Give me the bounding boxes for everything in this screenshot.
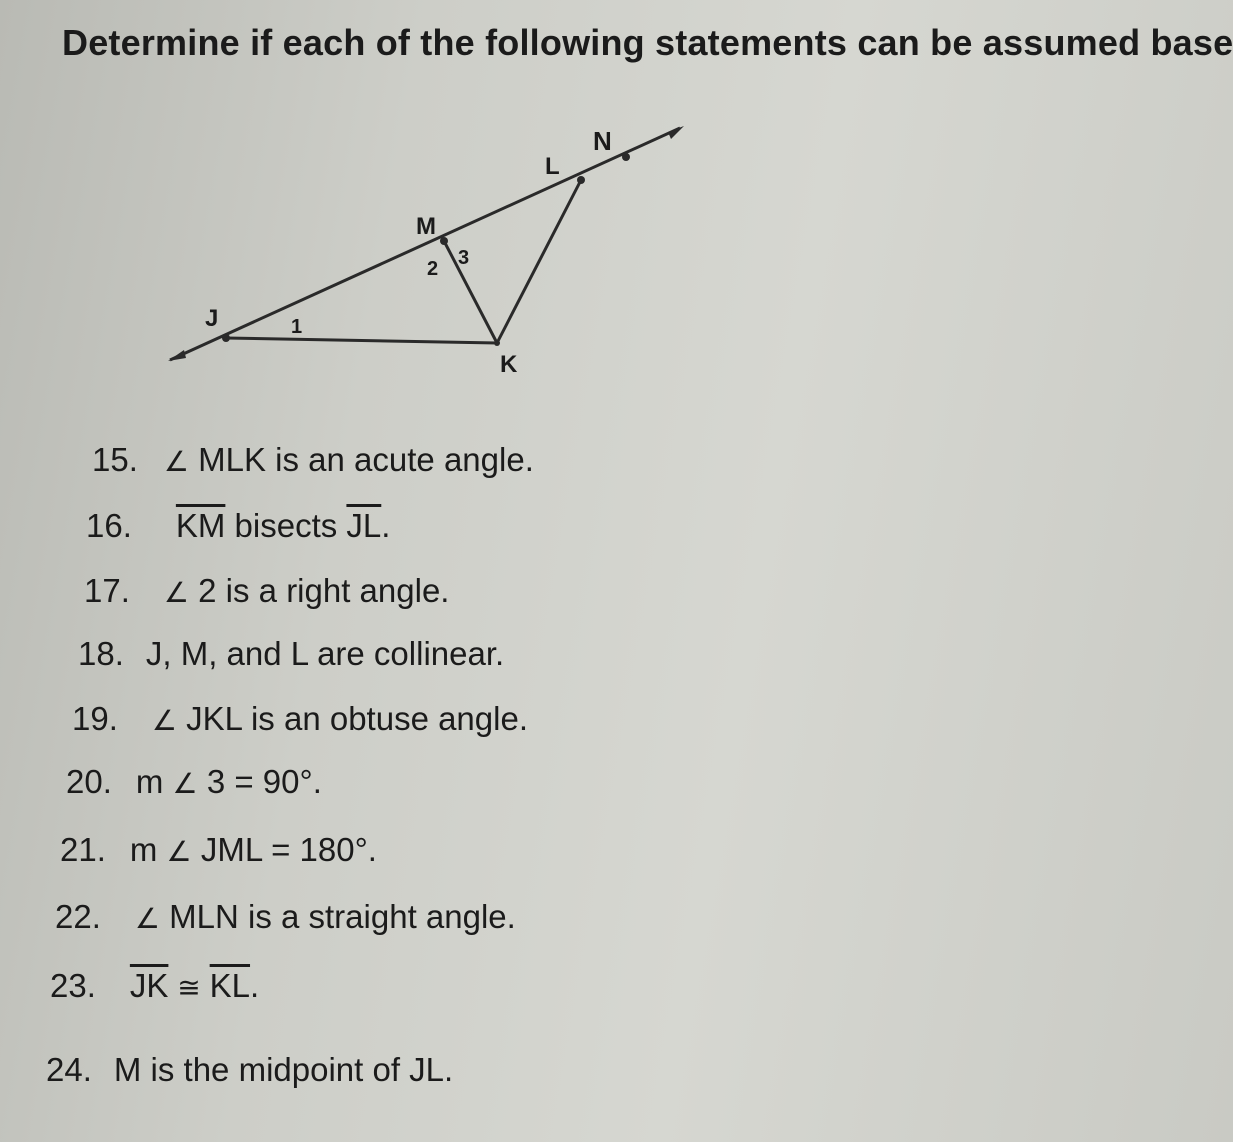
statement-number: 23. (50, 967, 96, 1004)
segment-kl-text: $\overline{KL}$ (209, 967, 251, 1004)
statement-number: 17. (84, 572, 130, 609)
measure-prefix: m (129, 831, 167, 868)
label-m: M (416, 213, 436, 240)
segment-km: $\overline{KM}$ (175, 507, 226, 544)
statement-23 (50, 966, 259, 1008)
statement-17 (84, 571, 449, 613)
statement-22 (55, 897, 516, 939)
label-angle-2: 2 (427, 258, 439, 280)
statement-end: . (381, 507, 391, 544)
arrowhead-left (168, 350, 186, 361)
statement-15 (92, 440, 534, 482)
statement-number: 18. (78, 635, 124, 672)
statement-text: MLK is an acute angle. (188, 441, 534, 478)
angle-icon: ∠ (166, 835, 192, 868)
label-n: N (593, 126, 612, 156)
geometry-figure (0, 0, 1081, 420)
measure-prefix: m (135, 763, 173, 800)
segment-jk-text: $\overline{JK}$ (129, 967, 169, 1004)
statement-text: MLN is a straight angle. (159, 898, 516, 935)
instruction-heading: Determine if each of the following statements can be assumed base (62, 22, 1233, 63)
point-l (577, 176, 585, 184)
statement-text: JKL is an obtuse angle. (176, 700, 528, 737)
statement-end: . (250, 967, 260, 1004)
statement-19 (72, 699, 528, 741)
statement-21 (60, 830, 377, 872)
statement-16 (86, 506, 390, 546)
segment-jk (226, 338, 497, 343)
angle-icon: ∠ (134, 902, 160, 935)
point-j (222, 334, 230, 342)
segment-jl: $\overline{JL}$ (346, 507, 382, 544)
statement-text: M is the midpoint of JL. (113, 1051, 454, 1088)
segment-mk (444, 241, 497, 343)
angle-icon: ∠ (163, 576, 189, 609)
statement-18 (78, 634, 504, 674)
label-j: J (205, 305, 219, 332)
label-l: L (545, 153, 560, 180)
statement-number: 21. (60, 831, 106, 868)
statement-text: JML = 180°. (191, 831, 377, 868)
statement-number: 22. (55, 898, 101, 935)
angle-icon: ∠ (151, 704, 177, 737)
label-k: K (500, 351, 518, 378)
statement-text: 3 = 90°. (197, 763, 322, 800)
line-jmln (170, 128, 680, 360)
point-m (440, 237, 448, 245)
statement-number: 24. (46, 1051, 92, 1088)
arrowhead-right (668, 126, 684, 139)
statement-number: 19. (72, 700, 118, 737)
statement-text: 2 is a right angle. (188, 572, 450, 609)
statement-number: 15. (92, 441, 138, 478)
label-angle-1: 1 (291, 316, 303, 338)
statement-24 (46, 1050, 453, 1090)
angle-icon: ∠ (163, 445, 189, 478)
point-n (622, 153, 630, 161)
statement-text: J, M, and L are collinear. (145, 635, 505, 672)
label-angle-3: 3 (458, 247, 470, 269)
statement-text: bisects (225, 507, 347, 544)
congruent-symbol: ≅ (168, 971, 210, 1004)
angle-icon: ∠ (172, 767, 198, 800)
point-k (494, 340, 500, 346)
statement-number: 20. (66, 763, 112, 800)
statement-number: 16. (86, 507, 132, 544)
statement-20 (66, 762, 322, 804)
